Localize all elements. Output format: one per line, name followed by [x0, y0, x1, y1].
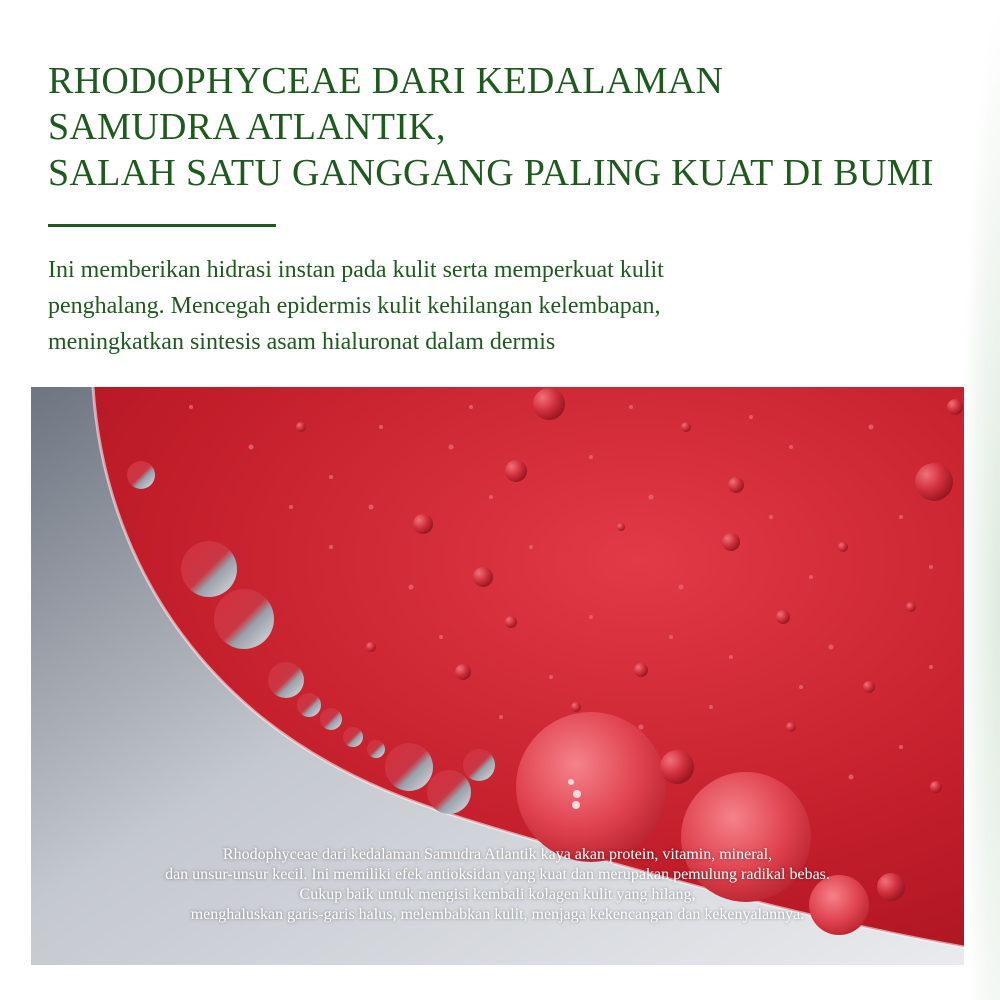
- intro-line: Ini memberikan hidrasi instan pada kulit serta memperkuat kulit: [48, 257, 664, 283]
- caption-line: Rhodophyceae dari kedalaman Samudra Atlantik kaya akan protein, vitamin, mineral,: [222, 846, 773, 863]
- headline-line: SALAH SATU GANGGANG PALING KUAT DI BUMI: [48, 152, 934, 194]
- red-bubbles-photo: [31, 387, 964, 965]
- headline-line: RHODOPHYCEAE DARI KEDALAMAN: [48, 60, 724, 102]
- intro-line: penghalang. Mencegah epidermis kulit kehilangan kelembapan,: [48, 293, 661, 319]
- headline-divider: [48, 224, 276, 227]
- headline-line: SAMUDRA ATLANTIK,: [48, 106, 446, 148]
- intro-paragraph: [48, 252, 948, 360]
- caption-line: Cukup baik untuk mengisi kembali kolagen kulit yang hilang,: [299, 886, 696, 903]
- page-headline: [48, 58, 968, 196]
- photo-caption: [31, 845, 964, 925]
- caption-line: dan unsur-unsur kecil. Ini memiliki efek antioksidan yang kuat dan merupakan pemulung radikal bebas.: [165, 866, 830, 883]
- caption-line: menghaluskan garis-garis halus, melembabkan kulit, menjaga kekencangan dan kekenyalannya.: [190, 906, 805, 923]
- intro-line: meningkatkan sintesis asam hialuronat dalam dermis: [48, 329, 556, 355]
